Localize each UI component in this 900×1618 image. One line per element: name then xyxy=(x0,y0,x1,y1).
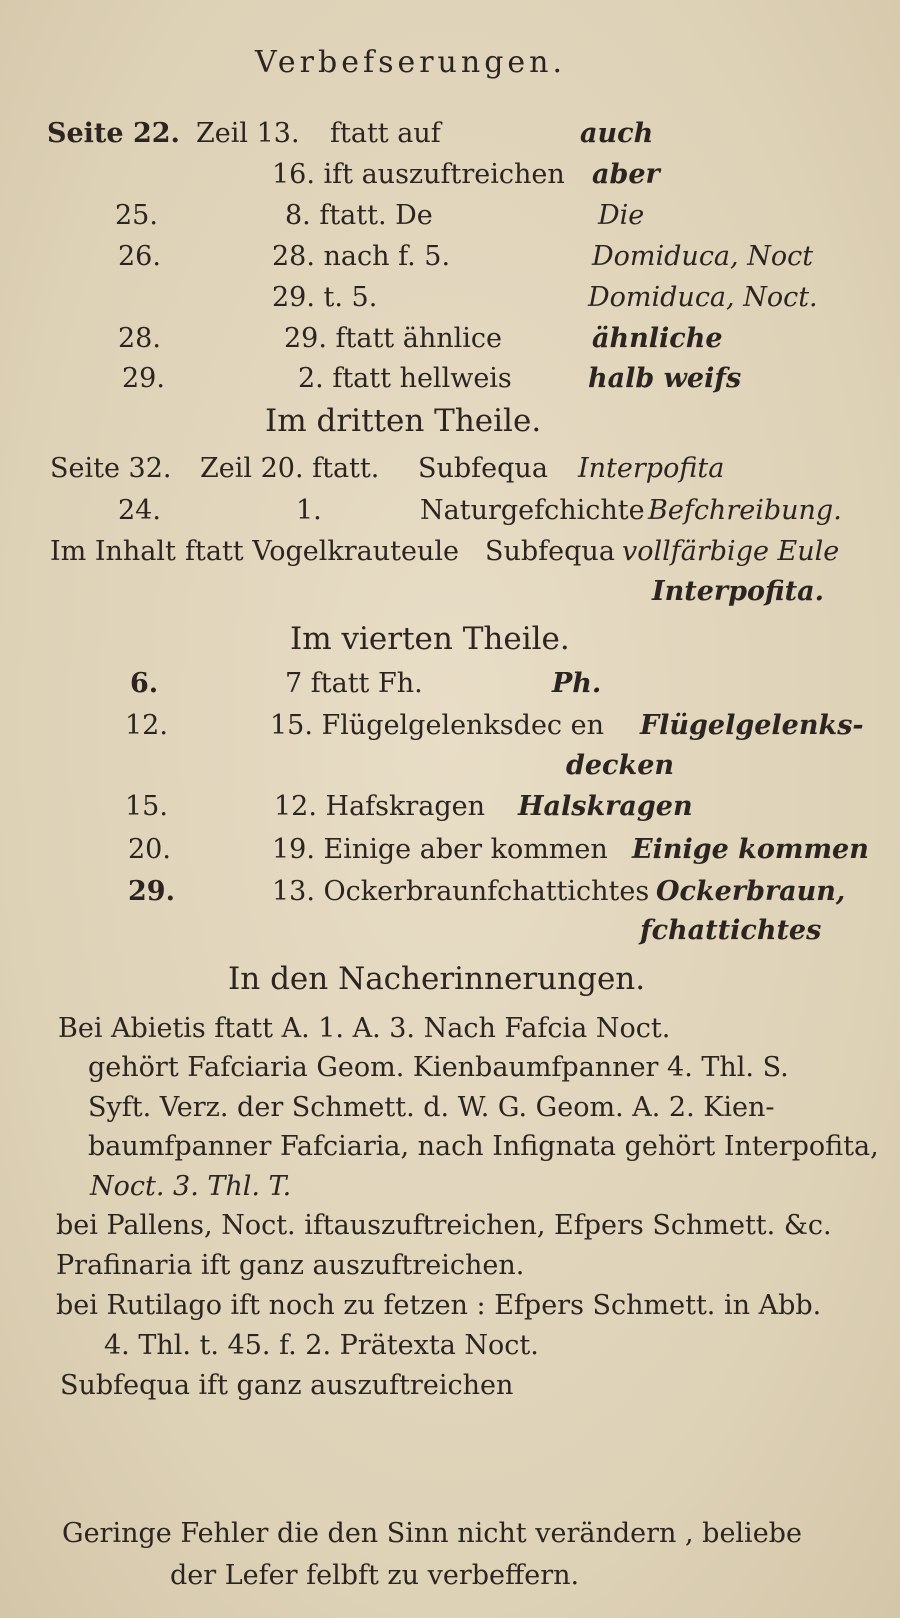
entry-line: ftatt Vogelkrauteule xyxy=(185,536,459,567)
entry-correct: ähnliche xyxy=(592,323,723,354)
entry-wrong: 28. nach f. 5. xyxy=(272,241,451,272)
entry-correct: Halskragen xyxy=(518,791,693,822)
entry-page: 26. xyxy=(118,241,161,272)
entry-page: Seite 22. xyxy=(47,118,180,149)
entry-wrong: Subfequa xyxy=(485,536,615,567)
entry-wrong: 16. ift auszuftreichen xyxy=(272,159,565,190)
section-heading: In den Nacherinnerungen. xyxy=(228,961,646,997)
entry-correct: Einige kommen xyxy=(632,834,869,865)
entry-wrong: 29. t. 5. xyxy=(272,282,378,313)
entry-wrong: 19. Einige aber kommen xyxy=(272,834,608,865)
entry-correct: vollfärbige Eule xyxy=(622,536,840,567)
entry-correct: Ockerbraun, xyxy=(656,876,846,907)
entry-page: 6. xyxy=(130,668,159,699)
paragraph-line: 4. Thl. t. 45. f. 2. Prätexta Noct. xyxy=(104,1330,539,1361)
entry-correct: aber xyxy=(592,159,660,190)
entry-page: 25. xyxy=(115,200,158,231)
paragraph-line: Subfequa ift ganz auszuftreichen xyxy=(60,1370,514,1401)
entry-line: Zeil 13. xyxy=(196,118,300,149)
footer-line: Geringe Fehler die den Sinn nicht verändern , beliebe xyxy=(62,1518,802,1549)
entry-correct: Befchreibung. xyxy=(648,495,842,526)
entry-correct: Flügelgelenks- xyxy=(640,710,864,741)
entry-wrong: 7 ftatt Fh. xyxy=(285,668,423,699)
entry-correct: Interpofita xyxy=(578,453,725,484)
entry-correct: decken xyxy=(566,750,675,781)
entry-page: 20. xyxy=(128,834,171,865)
entry-correct: auch xyxy=(580,118,654,149)
entry-wrong: 2. ftatt hellweis xyxy=(298,363,512,394)
section-heading: Im vierten Theile. xyxy=(290,621,570,657)
entry-wrong: 15. Flügelgelenksdec en xyxy=(270,710,604,741)
entry-correct: halb weifs xyxy=(588,363,742,394)
entry-page: 29. xyxy=(128,876,175,907)
paragraph-line: Bei Abietis ftatt A. 1. A. 3. Nach Fafcia Noct. xyxy=(58,1013,671,1044)
entry-correct: Ph. xyxy=(552,668,602,699)
entry-wrong: 29. ftatt ähnlice xyxy=(284,323,502,354)
entry-correct: Domiduca, Noct. xyxy=(588,282,818,313)
footer-line: der Lefer felbft zu verbeffern. xyxy=(170,1560,580,1591)
entry-line: Zeil 20. ftatt. xyxy=(200,453,380,484)
entry-page: 24. xyxy=(118,495,161,526)
entry-wrong: 8. ftatt. De xyxy=(285,200,433,231)
entry-correct: Die xyxy=(598,200,645,231)
paragraph-line: Noct. 3. Thl. T. xyxy=(90,1171,292,1202)
entry-page: Im Inhalt xyxy=(50,536,176,567)
entry-wrong: 13. Ockerbraunfchattichtes xyxy=(272,876,650,907)
entry-wrong: Naturgefchichte xyxy=(420,495,645,526)
paragraph-line: bei Rutilago ift noch zu fetzen : Efpers Schmett. in Abb. xyxy=(56,1290,822,1321)
entry-correct: Domiduca, Noct xyxy=(592,241,814,272)
paragraph-line: Syft. Verz. der Schmett. d. W. G. Geom. A. 2. Kien- xyxy=(88,1092,775,1123)
entry-page: 15. xyxy=(125,791,168,822)
entry-line: 1. xyxy=(296,495,322,526)
paragraph-line: baumfpanner Fafciaria, nach Infignata gehört Interpofita, xyxy=(88,1131,879,1162)
entry-page: 29. xyxy=(122,363,165,394)
paragraph-line: gehört Fafciaria Geom. Kienbaumfpanner 4. Thl. S. xyxy=(88,1052,789,1083)
entry-wrong: ftatt auf xyxy=(330,118,441,149)
section-heading: Im dritten Theile. xyxy=(265,403,542,439)
entry-wrong: 12. Hafskragen xyxy=(274,791,486,822)
page-title: Verbefserungen. xyxy=(255,45,567,80)
entry-page: Seite 32. xyxy=(50,453,172,484)
paragraph-line: bei Pallens, Noct. iftauszuftreichen, Efpers Schmett. &c. xyxy=(56,1210,832,1241)
entry-page: 12. xyxy=(125,710,168,741)
entry-correct: fchattichtes xyxy=(640,915,822,946)
entry-correct: Interpofita. xyxy=(652,576,825,607)
paragraph-line: Prafinaria ift ganz auszuftreichen. xyxy=(56,1250,525,1281)
entry-page: 28. xyxy=(118,323,161,354)
entry-wrong: Subfequa xyxy=(418,453,548,484)
